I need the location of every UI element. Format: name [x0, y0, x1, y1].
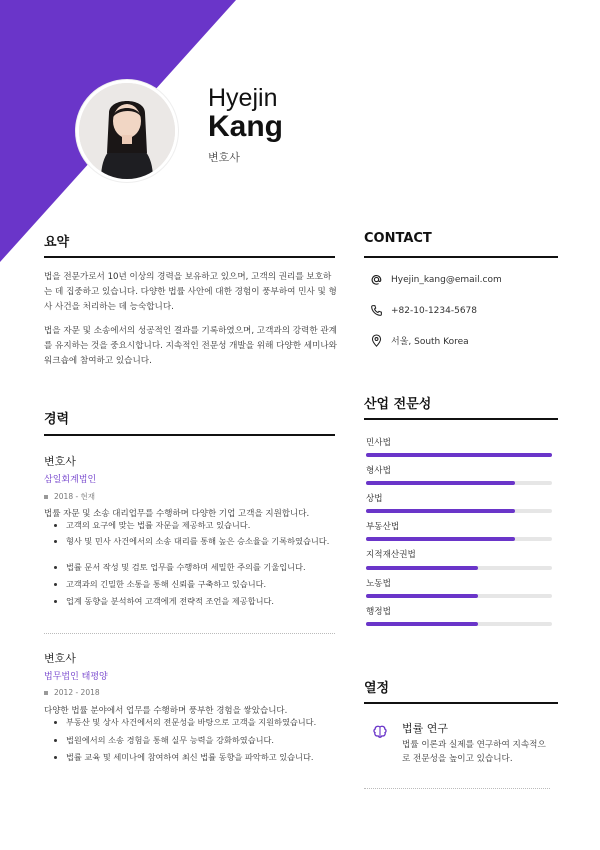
passion-item-description: 법률 이론과 실제를 연구하여 지속적으로 전문성을 높이고 있습니다.: [402, 740, 546, 764]
bullet-dot-icon: [54, 756, 57, 759]
date-marker-icon: [44, 691, 48, 695]
job-date-text: 2018 - 현재: [54, 492, 96, 501]
job-bullet: 법원에서의 소송 경험을 통해 실무 능력을 강화하였습니다.: [54, 735, 334, 746]
job-title: 변호사: [44, 455, 76, 468]
bullet-dot-icon: [54, 721, 57, 724]
contact-email-text: Hyejin_kang@email.com: [391, 274, 502, 285]
skill-bar-fill: [366, 481, 515, 485]
skill-label: 노동법: [366, 579, 391, 589]
skill-bar: [366, 594, 552, 598]
avatar: [76, 80, 178, 182]
contact-phone-text: +82-10-1234-5678: [391, 305, 477, 316]
skill-bar-fill: [366, 453, 552, 457]
skill-bar-fill: [366, 622, 478, 626]
divider: [364, 788, 550, 789]
skill-bar-fill: [366, 537, 515, 541]
job-organization: 법무법인 태평양: [44, 672, 108, 682]
job-title: 변호사: [44, 652, 76, 665]
contact-heading: CONTACT: [364, 231, 432, 246]
job-description: 다양한 법률 분야에서 업무를 수행하며 풍부한 경험을 쌓았습니다.: [44, 706, 288, 716]
contact-email[interactable]: [370, 273, 502, 286]
skill-bar: [366, 509, 552, 513]
skill-bar-fill: [366, 594, 478, 598]
job-date-text: 2012 - 2018: [54, 688, 100, 697]
experience-heading: 경력: [44, 412, 70, 427]
contact-phone[interactable]: [370, 304, 477, 317]
job-bullet: 형사 및 민사 사건에서의 소송 대리를 통해 높은 승소율을 기록하였습니다.: [54, 536, 334, 547]
job-role: 변호사: [208, 151, 240, 164]
bullet-dot-icon: [54, 540, 57, 543]
passion-item-title: 법률 연구: [402, 722, 449, 735]
job-bullet: 부동산 및 상사 사건에서의 전문성을 바탕으로 고객을 지원하였습니다.: [54, 717, 334, 728]
skill-bar: [366, 481, 552, 485]
summary-paragraph-1: 법을 전문가로서 10년 이상의 경력을 보유하고 있으며, 고객의 권리를 보호하는 데 집중하고 있습니다. 다양한 법률 사안에 대한 경험이 풍부하여 민사 및 형사 사건을 처리하는 데 능숙합니다.: [44, 272, 337, 312]
bullet-dot-icon: [54, 583, 57, 586]
job-date: [44, 688, 100, 697]
job-bullet: 법률 교육 및 세미나에 참여하여 최신 법률 동향을 파악하고 있습니다.: [54, 752, 334, 763]
skill-label: 상법: [366, 494, 383, 504]
bullet-dot-icon: [54, 566, 57, 569]
experience-rule: [44, 434, 335, 436]
job-bullet: 고객과의 긴밀한 소통을 통해 신뢰를 구축하고 있습니다.: [54, 579, 334, 590]
location-pin-icon: [370, 334, 383, 347]
job-organization: 삼일회계법인: [44, 475, 97, 485]
last-name: Kang: [208, 110, 283, 143]
job-date: [44, 491, 95, 502]
bullet-dot-icon: [54, 600, 57, 603]
job-bullet: 고객의 요구에 맞는 법률 자문을 제공하고 있습니다.: [54, 520, 334, 531]
summary-paragraph-2: 법을 자문 및 소송에서의 성공적인 결과를 기록하였으며, 고객과의 강력한 관계를 유지하는 것을 중요시합니다. 지속적인 전문성 개발을 위해 다양한 세미나와 워크숍에 참여하고 있습니다.: [44, 326, 337, 366]
skill-bar: [366, 537, 552, 541]
skills-rule: [364, 418, 558, 420]
summary-heading: 요약: [44, 235, 70, 250]
bullet-dot-icon: [54, 739, 57, 742]
job-description: 법률 자문 및 소송 대리업무를 수행하며 다양한 기업 고객을 지원합니다.: [44, 509, 310, 519]
skill-label: 부동산법: [366, 522, 400, 532]
skills-heading: 산업 전문성: [364, 397, 432, 412]
brain-icon: [372, 724, 388, 740]
contact-rule: [364, 256, 558, 258]
bullet-dot-icon: [54, 524, 57, 527]
skill-label: 형사법: [366, 466, 391, 476]
passion-rule: [364, 702, 558, 704]
passion-heading: 열정: [364, 681, 390, 696]
contact-location-text: 서울, South Korea: [391, 337, 469, 347]
job-bullet: 업계 동향을 분석하여 고객에게 전략적 조언을 제공합니다.: [54, 596, 334, 607]
phone-icon: [370, 304, 383, 317]
skill-bar-fill: [366, 566, 478, 570]
at-icon: [370, 273, 383, 286]
skill-bar: [366, 453, 552, 457]
skill-label: 지적재산권법: [366, 550, 416, 560]
skill-bar: [366, 622, 552, 626]
skill-label: 행정법: [366, 607, 391, 617]
job-bullet: 법률 문서 작성 및 검토 업무를 수행하며 세밀한 주의를 기울입니다.: [54, 562, 334, 573]
skill-bar: [366, 566, 552, 570]
contact-location: [370, 334, 469, 347]
skill-bar-fill: [366, 509, 515, 513]
first-name: Hyejin: [208, 84, 278, 112]
summary-rule: [44, 256, 335, 258]
divider: [44, 633, 335, 634]
skill-label: 민사법: [366, 438, 391, 448]
date-marker-icon: [44, 495, 48, 499]
